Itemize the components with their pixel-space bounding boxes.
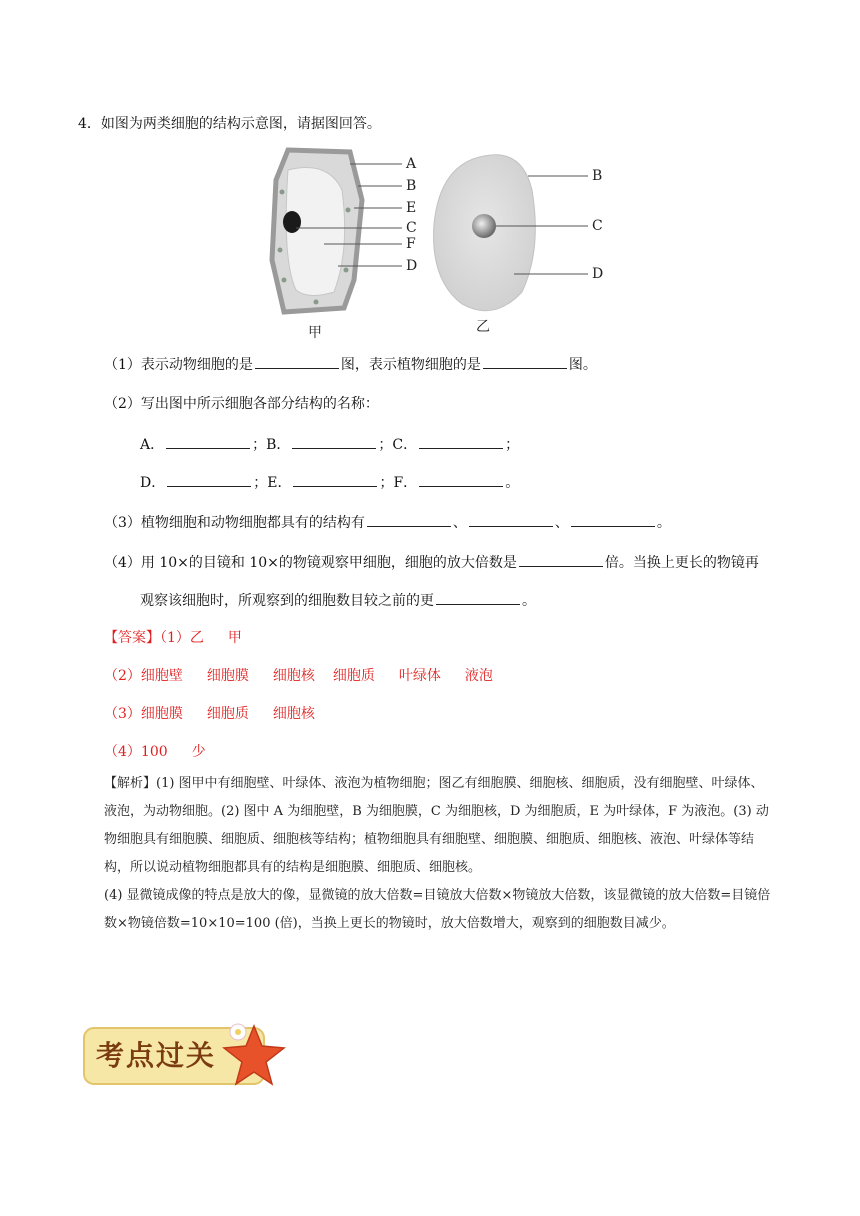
q2-f: ；F．: [379, 475, 418, 491]
answer-2b: 细胞膜: [206, 668, 249, 684]
plant-cell: [272, 150, 402, 312]
answer-2d: 细胞质: [332, 668, 375, 684]
answer-line-3: [104, 704, 315, 724]
answer-blank[interactable]: [419, 434, 503, 449]
answer-blank[interactable]: [419, 472, 503, 487]
answer-2a: （2）细胞壁: [104, 668, 183, 684]
badge-text: 考点过关: [96, 1039, 217, 1072]
answer-blank[interactable]: [571, 512, 655, 527]
q4-text-c: 观察该细胞时，所观察到的细胞数目较之前的更: [140, 593, 434, 609]
answer-blank[interactable]: [167, 472, 251, 487]
q2-e: ；E．: [253, 475, 292, 491]
cell-diagram-svg: [258, 140, 606, 340]
q3-text: （3）植物细胞和动物细胞都具有的结构有: [104, 515, 365, 531]
q1-text-c: 图。: [568, 357, 597, 373]
analysis-paragraph-1: 【解析】(1) 图甲中有细胞壁、叶绿体、液泡为植物细胞；图乙有细胞膜、细胞核、细胞质，没有细胞壁、叶绿体、液泡，为动物细胞。(2) 图中 A 为细胞壁，B 为细胞膜，C 为细胞核，D 为细胞质，E 为叶绿体，F 为液泡。(3) 动物细胞具有细胞膜、细胞质、细胞核等结构；植物细胞具有细胞壁、细胞膜、细胞质、细胞核、液泡、叶绿体等结构，所以说动植物细胞都具有的结构是细胞膜、细胞质、细胞核。: [104, 776, 769, 875]
q2-c: ；C．: [378, 437, 418, 453]
answer-4a: （4）100: [104, 744, 168, 760]
analysis-paragraph-2: (4) 显微镜成像的特点是放大的像，显微镜的放大倍数=目镜放大倍数×物镜放大倍数，该显微镜的放大倍数=目镜倍数×物镜倍数=10×10=100 (倍)，当换上更长的物镜时，放大倍数增大，观察到的细胞数目减少。: [104, 888, 771, 931]
question-4-line2: [140, 590, 536, 611]
fig-label-d2: D: [592, 266, 604, 282]
question-2-row1: [140, 434, 519, 455]
answer-blank[interactable]: [367, 512, 451, 527]
fig-label-c: C: [406, 220, 417, 236]
fig-label-b2: B: [592, 168, 603, 184]
answer-1b: 甲: [227, 630, 242, 646]
caption-jia: 甲: [308, 325, 322, 341]
answer-blank[interactable]: [469, 512, 553, 527]
answer-tag: 【答案】: [104, 630, 160, 646]
question-3: [104, 512, 671, 533]
fig-label-d: D: [406, 258, 418, 274]
q4-end: 。: [522, 593, 536, 609]
answer-blank[interactable]: [166, 434, 250, 449]
analysis-block: [104, 770, 776, 938]
animal-nucleus: [472, 214, 496, 238]
answer-blank[interactable]: [292, 434, 376, 449]
q2-d: D．: [140, 475, 166, 491]
q2-end2: 。: [505, 475, 520, 491]
fig-label-c2: C: [592, 218, 603, 234]
question-4-line1: [104, 552, 759, 573]
answer-4b: 少: [191, 744, 206, 760]
q3-end: 。: [656, 515, 671, 531]
fig-label-e: E: [406, 200, 417, 216]
q4-text-b: 倍。当换上更长的物镜再: [604, 555, 759, 571]
question-2-intro: （2）写出图中所示细胞各部分结构的名称：: [104, 396, 379, 412]
q2-end1: ；: [505, 437, 520, 453]
answer-line-4: [104, 742, 206, 762]
fig-label-f: F: [406, 236, 416, 252]
q3-sep2: 、: [554, 515, 569, 531]
answer-blank[interactable]: [255, 354, 339, 369]
question-title: 4．如图为两类细胞的结构示意图，请据图回答。: [78, 116, 381, 132]
answer-2f: 液泡: [464, 668, 493, 684]
answer-3c: 细胞核: [272, 706, 315, 722]
answer-3a: （3）细胞膜: [104, 706, 183, 722]
caption-yi: 乙: [476, 319, 490, 335]
q1-text-a: （1）表示动物细胞的是: [104, 357, 253, 373]
fig-label-b: B: [406, 178, 417, 194]
animal-cell: [434, 155, 588, 311]
answer-blank[interactable]: [293, 472, 377, 487]
q3-sep1: 、: [452, 515, 467, 531]
answer-blank[interactable]: [519, 552, 603, 567]
answer-1a: （1）乙: [160, 630, 204, 646]
answer-line-1: [104, 628, 242, 648]
nucleus: [283, 211, 301, 233]
answer-line-2: [104, 666, 493, 686]
question-1: [104, 354, 597, 375]
cell-diagram: [258, 140, 606, 340]
fig-label-a: A: [406, 156, 417, 172]
answer-2c: 细胞核: [272, 668, 315, 684]
answer-3b: 细胞质: [206, 706, 249, 722]
answer-2e: 叶绿体: [398, 668, 441, 684]
q2-a: A．: [140, 437, 165, 453]
q2-b: ；B．: [252, 437, 291, 453]
q4-text-a: （4）用 10×的目镜和 10×的物镜观察甲细胞，细胞的放大倍数是: [104, 555, 517, 571]
q1-text-b: 图，表示植物细胞的是: [340, 357, 481, 373]
answer-blank[interactable]: [436, 590, 520, 605]
answer-blank[interactable]: [483, 354, 567, 369]
question-2-row2: [140, 472, 519, 493]
